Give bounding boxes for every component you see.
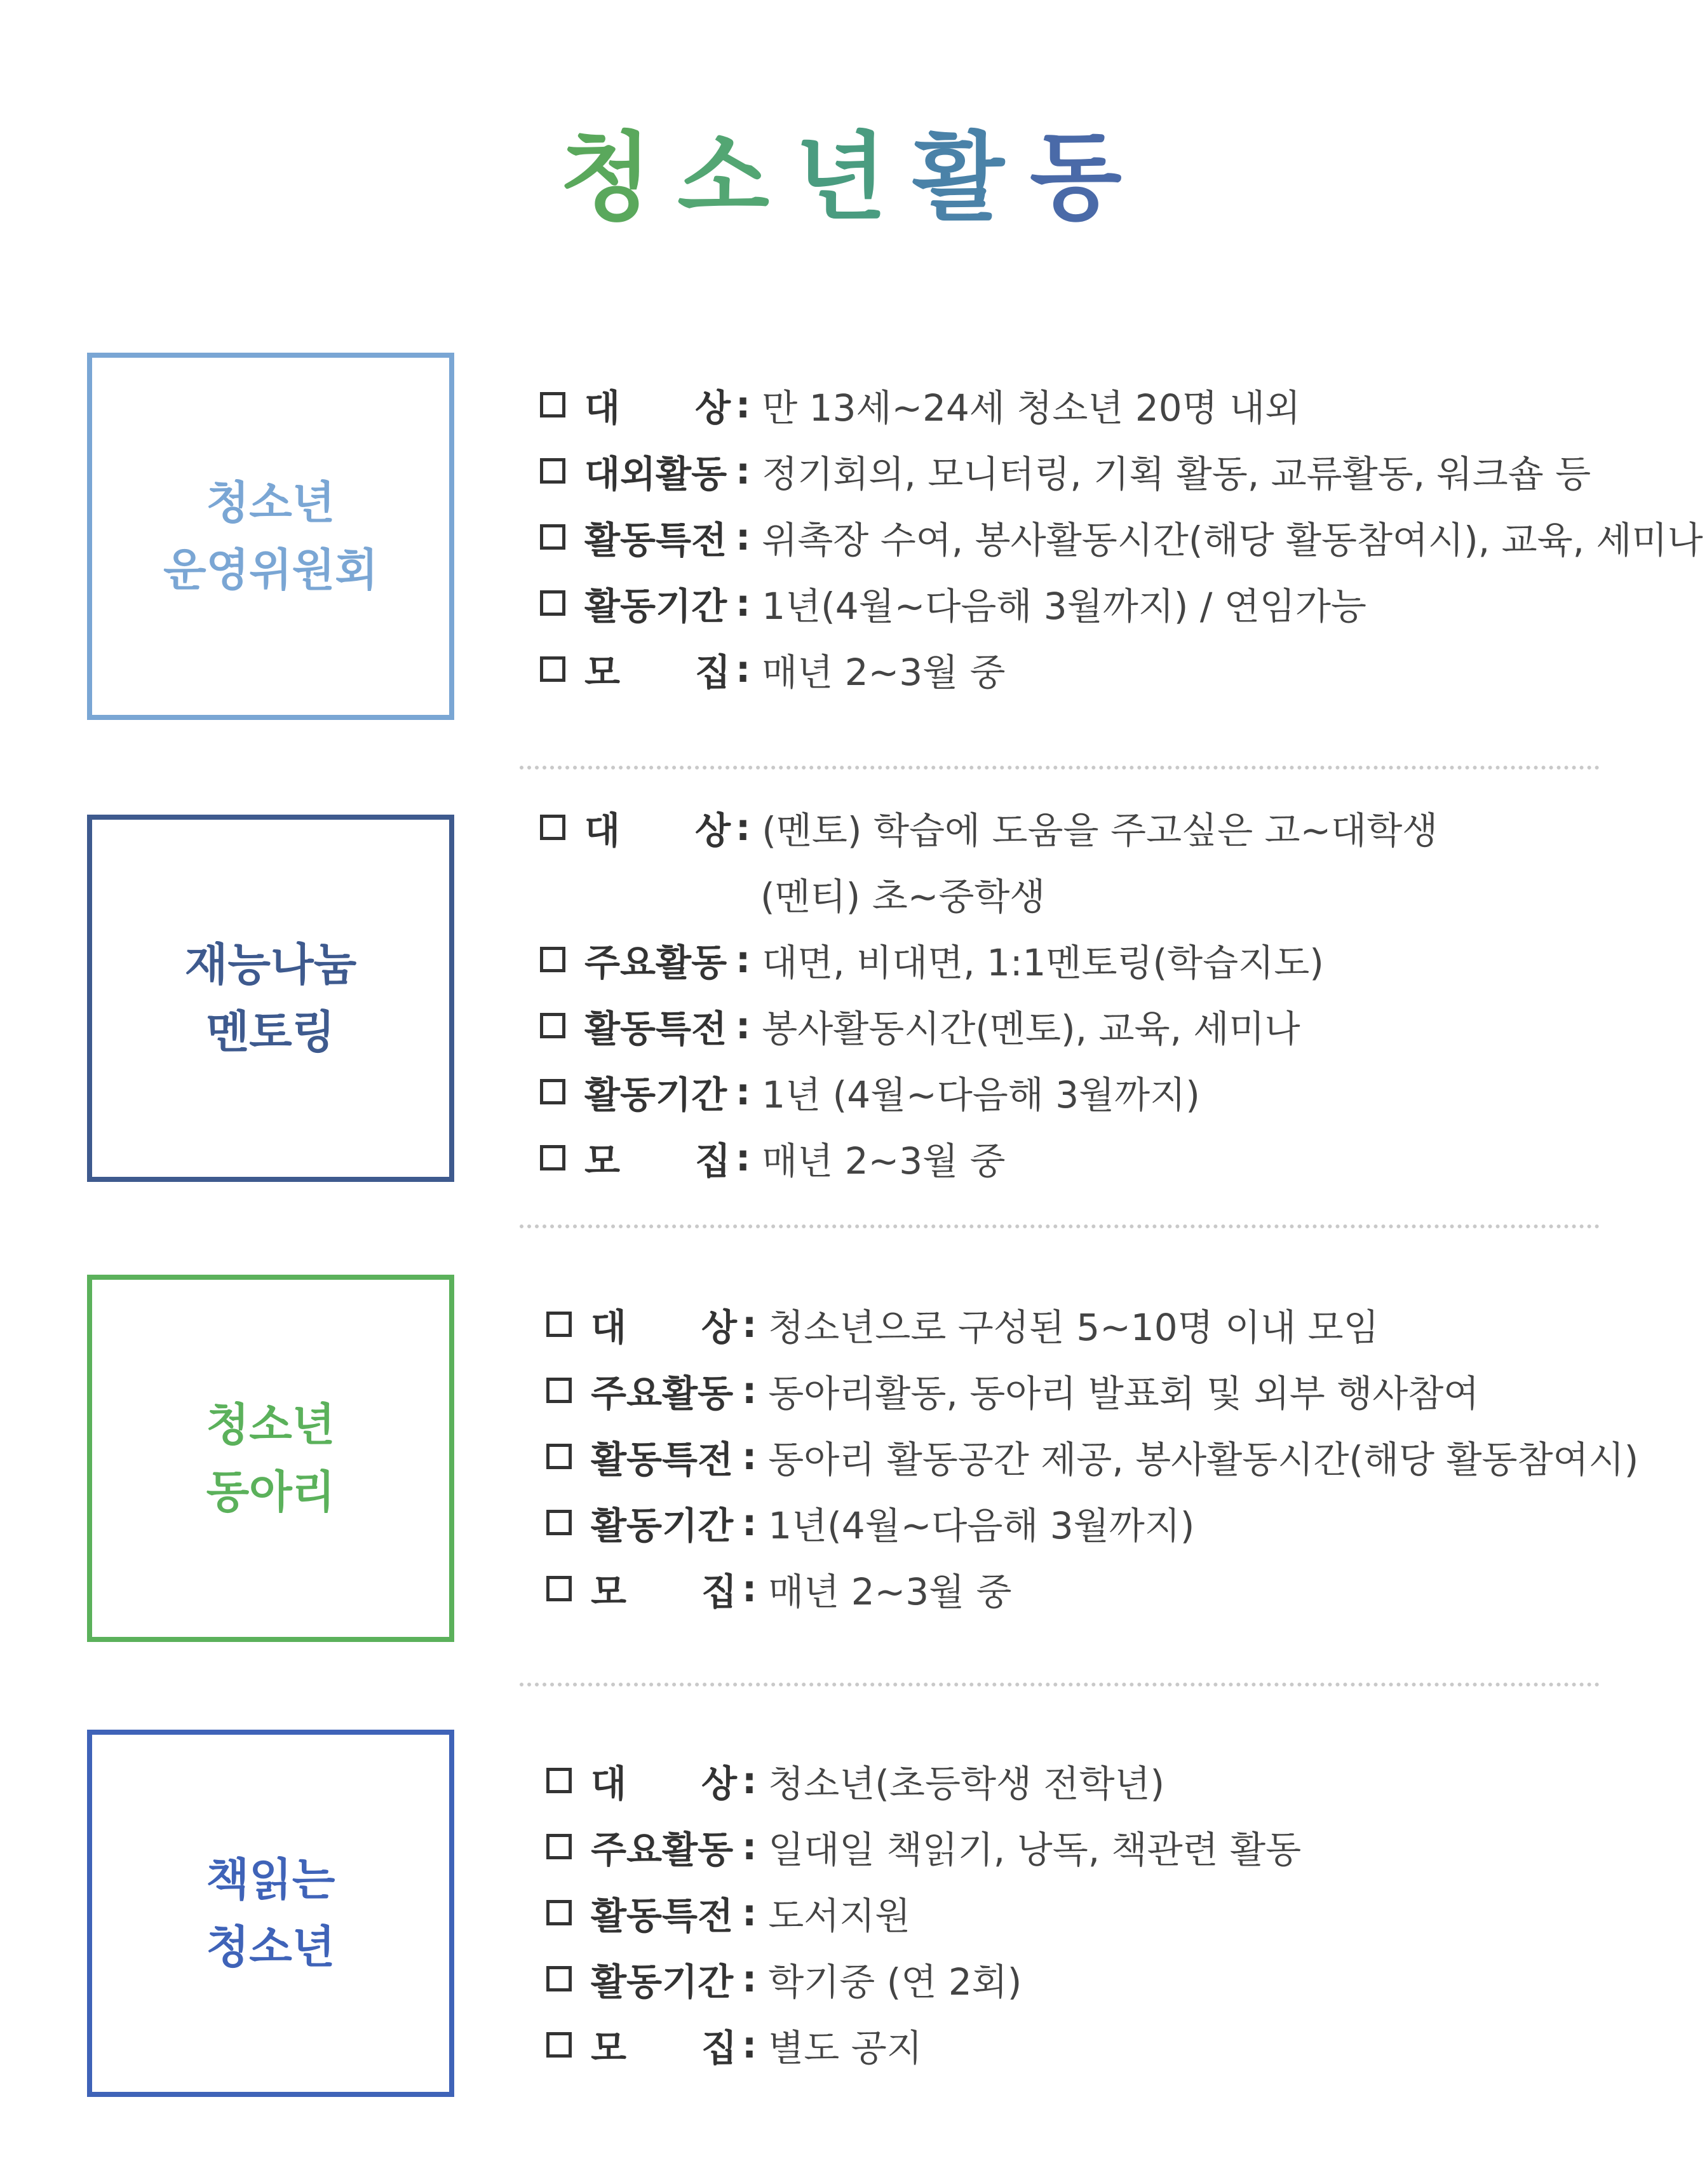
item-label: 대 상 <box>584 809 731 852</box>
title-char-4: 활 <box>912 123 1030 233</box>
box-title-line: 동아리 <box>206 1466 335 1518</box>
checkbox-icon <box>546 2032 572 2058</box>
checkbox-icon <box>546 1378 572 1403</box>
item-value: 매년 2~3월 중 <box>762 651 1006 694</box>
list-item <box>546 1880 1690 1946</box>
item-label: 활동기간 <box>591 1504 734 1547</box>
item-value: 학기중 (연 2회) <box>768 1960 1022 2004</box>
title-char-5: 동 <box>1029 123 1147 233</box>
item-label: 모 집 <box>584 1139 731 1183</box>
list-item <box>546 1747 1690 1814</box>
item-value: 만 13세~24세 청소년 20명 내외 <box>762 386 1301 430</box>
checkbox-icon <box>540 1079 565 1104</box>
item-label: 대 상 <box>591 1306 737 1349</box>
checkbox-icon <box>540 1145 565 1170</box>
list-item <box>546 2012 1690 2078</box>
item-value: 매년 2~3월 중 <box>762 1139 1006 1183</box>
item-value: 동아리 활동공간 제공, 봉사활동시간(해당 활동참여시) <box>768 1438 1639 1481</box>
item-label: 대 상 <box>591 1762 737 1805</box>
section-details-youth-committee <box>540 372 1703 702</box>
colon: : <box>742 1891 757 1934</box>
list-item <box>546 1489 1690 1556</box>
item-value: 청소년으로 구성된 5~10명 이내 모임 <box>768 1306 1379 1349</box>
item-label: 주요활동 <box>591 1372 734 1415</box>
box-title-line: 멘토링 <box>206 1006 335 1058</box>
item-label: 모 집 <box>584 651 731 694</box>
checkbox-icon <box>546 1768 572 1793</box>
colon: : <box>736 1004 751 1047</box>
checkbox-icon <box>540 524 565 550</box>
colon: : <box>742 1369 757 1412</box>
list-item <box>546 1423 1690 1489</box>
checkbox-icon <box>540 590 565 616</box>
box-title-line: 재능나눔 <box>184 939 357 991</box>
colon: : <box>736 648 751 691</box>
section-box-reading-youth <box>87 1730 454 2097</box>
checkbox-icon <box>540 1013 565 1038</box>
item-label: 활동특전 <box>584 519 727 562</box>
colon: : <box>736 806 751 849</box>
item-label: 활동특전 <box>591 1438 734 1481</box>
checkbox-icon <box>540 815 565 840</box>
colon: : <box>742 1435 757 1478</box>
checkbox-icon <box>546 1966 572 1991</box>
list-item <box>540 1125 1683 1191</box>
section-divider <box>520 766 1600 770</box>
title-char-2: 소 <box>677 123 795 233</box>
item-value: 위촉장 수여, 봉사활동시간(해당 활동참여시), 교육, 세미나 <box>762 519 1703 562</box>
section-box-youth-committee <box>87 353 454 720</box>
item-value: 정기회의, 모니터링, 기획 활동, 교류활동, 워크숍 등 <box>762 452 1591 496</box>
list-item <box>540 636 1683 702</box>
title-char-3: 년 <box>795 123 912 233</box>
item-value: 1년(4월~다음해 3월까지) <box>768 1504 1195 1547</box>
item-value: 별도 공지 <box>768 2026 922 2070</box>
item-value: 일대일 책읽기, 낭독, 책관련 활동 <box>768 1828 1302 1871</box>
colon: : <box>742 1825 757 1868</box>
list-item <box>546 1357 1690 1423</box>
colon: : <box>742 1567 757 1610</box>
colon: : <box>736 515 751 559</box>
item-value: (멘토) 학습에 도움을 주고싶은 고~대학생 <box>762 809 1438 852</box>
item-label: 대외활동 <box>584 452 727 496</box>
colon: : <box>736 1070 751 1113</box>
box-title-line: 청소년 <box>206 1399 335 1451</box>
list-item <box>540 1059 1683 1125</box>
box-title-line: 운영위원회 <box>163 544 379 596</box>
list-item <box>546 1291 1690 1357</box>
item-value: (멘티) 초~중학생 <box>760 875 1046 918</box>
checkbox-icon <box>546 1312 572 1337</box>
item-value: 매년 2~3월 중 <box>768 1570 1012 1613</box>
list-item <box>546 1946 1690 2012</box>
item-value: 대면, 비대면, 1:1멘토링(학습지도) <box>762 941 1324 984</box>
list-item <box>540 993 1683 1059</box>
item-label: 활동기간 <box>584 585 727 628</box>
box-title-line: 청소년 <box>206 1921 335 1973</box>
checkbox-icon <box>546 1834 572 1859</box>
list-item-continuation <box>540 860 1683 926</box>
title-char-1: 청 <box>560 123 678 233</box>
colon: : <box>742 1501 757 1544</box>
checkbox-icon <box>546 1900 572 1925</box>
item-label: 활동특전 <box>591 1894 734 1937</box>
item-label: 대 상 <box>584 386 731 430</box>
colon: : <box>742 1957 757 2000</box>
list-item <box>540 372 1683 438</box>
list-item <box>546 1556 1690 1622</box>
section-details-reading-youth <box>546 1747 1690 2078</box>
item-value: 청소년(초등학생 전학년) <box>768 1762 1165 1805</box>
box-title-line: 책읽는 <box>206 1854 335 1906</box>
colon: : <box>736 581 751 625</box>
item-label: 활동특전 <box>584 1007 727 1050</box>
item-value: 1년 (4월~다음해 3월까지) <box>762 1073 1200 1116</box>
item-value: 도서지원 <box>768 1894 911 1937</box>
checkbox-icon <box>540 458 565 484</box>
item-value: 동아리활동, 동아리 발표회 및 외부 행사참여 <box>768 1372 1480 1415</box>
item-label: 주요활동 <box>584 941 727 984</box>
colon: : <box>736 938 751 981</box>
checkbox-icon <box>540 392 565 417</box>
checkbox-icon <box>540 656 565 682</box>
item-label: 활동기간 <box>591 1960 734 2004</box>
checkbox-icon <box>546 1444 572 1469</box>
section-box-youth-club <box>87 1275 454 1642</box>
section-details-mentoring <box>540 794 1683 1191</box>
colon: : <box>742 2023 757 2066</box>
list-item <box>540 570 1683 636</box>
checkbox-icon <box>540 947 565 972</box>
section-divider <box>520 1683 1600 1686</box>
list-item <box>546 1814 1690 1880</box>
colon: : <box>736 383 751 426</box>
list-item <box>540 926 1683 993</box>
section-divider <box>520 1224 1600 1228</box>
item-label: 모 집 <box>591 2026 737 2070</box>
colon: : <box>736 449 751 492</box>
section-details-youth-club <box>546 1291 1690 1622</box>
checkbox-icon <box>546 1510 572 1535</box>
list-item <box>540 438 1683 504</box>
item-label: 활동기간 <box>584 1073 727 1116</box>
colon: : <box>742 1303 757 1346</box>
list-item <box>540 794 1683 860</box>
item-value: 1년(4월~다음해 3월까지) / 연임가능 <box>762 585 1366 628</box>
colon: : <box>736 1136 751 1179</box>
section-box-mentoring <box>87 815 454 1182</box>
page-title <box>0 114 1707 241</box>
item-label: 주요활동 <box>591 1828 734 1871</box>
item-value: 봉사활동시간(멘토), 교육, 세미나 <box>762 1007 1300 1050</box>
item-label: 모 집 <box>591 1570 737 1613</box>
colon: : <box>742 1759 757 1802</box>
checkbox-icon <box>546 1576 572 1601</box>
box-title-line: 청소년 <box>206 477 335 529</box>
list-item <box>540 504 1703 570</box>
